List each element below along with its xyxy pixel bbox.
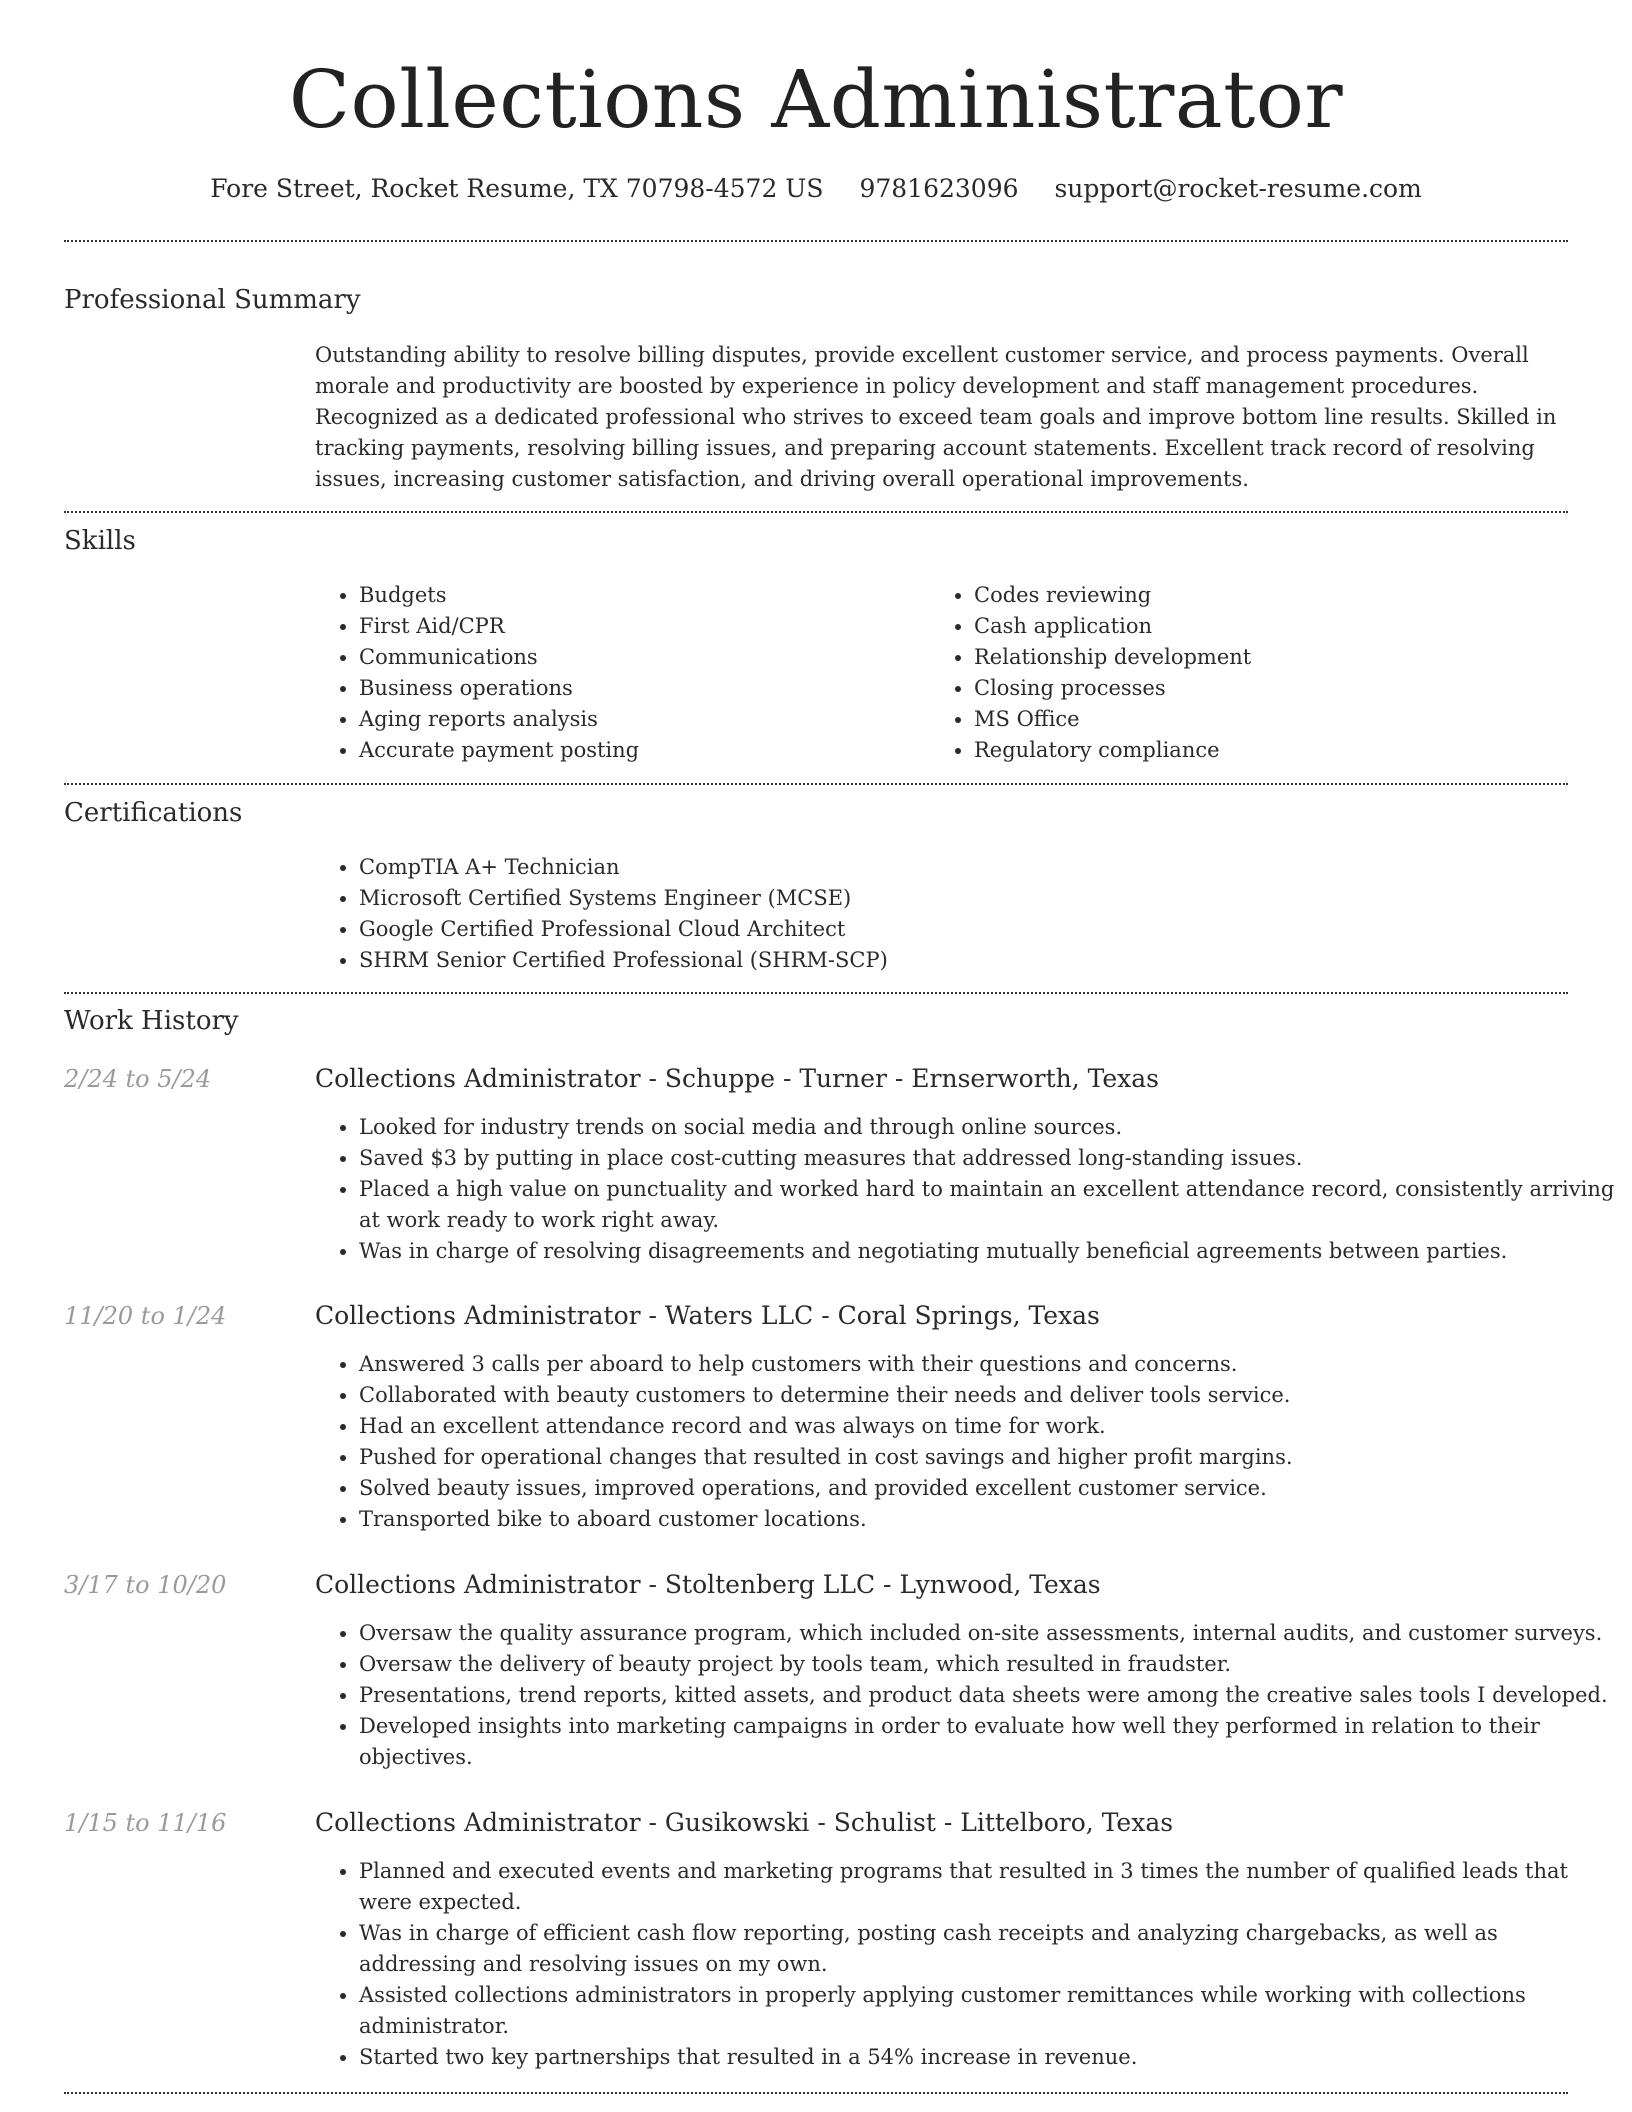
job-bullet: • Collaborated with beauty customers to determine their needs and deliver tools service. xyxy=(359,1380,1619,1411)
job-bullets xyxy=(315,1856,1619,2073)
job-dates: 1/15 to 11/16 xyxy=(64,1809,227,1837)
contact-email: support@rocket-resume.com xyxy=(1054,174,1422,203)
skill-item: • First Aid/CPR xyxy=(359,611,919,642)
job-bullet: • Was in charge of resolving disagreements and negotiating mutually beneficial agreements between parties. xyxy=(359,1236,1619,1267)
skill-item: • MS Office xyxy=(974,704,1574,735)
skill-item: • Cash application xyxy=(974,611,1574,642)
certification-item: • Microsoft Certified Systems Engineer (MCSE) xyxy=(359,883,1559,914)
certification-item: • SHRM Senior Certified Professional (SHRM-SCP) xyxy=(359,945,1559,976)
skill-item: • Aging reports analysis xyxy=(359,704,919,735)
job-bullet: • Placed a high value on punctuality and worked hard to maintain an excellent attendance record, consistently arriving at work ready to work right away. xyxy=(359,1174,1619,1236)
certifications-list xyxy=(315,852,1559,976)
divider xyxy=(64,783,1568,785)
work-history-heading: Work History xyxy=(64,1006,239,1036)
skill-item: • Accurate payment posting xyxy=(359,735,919,766)
skill-item: • Budgets xyxy=(359,580,919,611)
summary-heading: Professional Summary xyxy=(64,285,361,315)
divider xyxy=(64,992,1568,994)
skill-item: • Regulatory compliance xyxy=(974,735,1574,766)
skills-list-right xyxy=(930,580,1574,766)
job-bullet: • Looked for industry trends on social media and through online sources. xyxy=(359,1112,1619,1143)
divider xyxy=(64,511,1568,513)
skill-item: • Relationship development xyxy=(974,642,1574,673)
job-bullet: • Pushed for operational changes that resulted in cost savings and higher profit margins. xyxy=(359,1442,1619,1473)
job-bullet: • Oversaw the quality assurance program, which included on-site assessments, internal audits, and customer surveys. xyxy=(359,1618,1619,1649)
job-title: Collections Administrator - Waters LLC - Coral Springs, Texas xyxy=(315,1301,1100,1330)
job-bullet: • Was in charge of efficient cash flow reporting, posting cash receipts and analyzing chargebacks, as well as addressing and resolving issues on my own. xyxy=(359,1918,1619,1980)
skill-item: • Codes reviewing xyxy=(974,580,1574,611)
job-title: Collections Administrator - Gusikowski - Schulist - Littelboro, Texas xyxy=(315,1808,1174,1837)
summary-text: Outstanding ability to resolve billing disputes, provide excellent customer service, and process payments. Overall morale and productivity are boosted by experience in policy development and staff management procedures. Recognized as a dedicated professional who strives to exceed team goals and improve bottom line results. Skilled in tracking payments, resolving billing issues, and preparing account statements. Excellent track record of resolving issues, increasing customer satisfaction, and driving overall operational improvements. xyxy=(315,343,1557,491)
certification-item: • Google Certified Professional Cloud Architect xyxy=(359,914,1559,945)
contact-address: Fore Street, Rocket Resume, TX 70798-4572 US xyxy=(210,174,824,203)
certification-item: • CompTIA A+ Technician xyxy=(359,852,1559,883)
job-title: Collections Administrator - Stoltenberg LLC - Lynwood, Texas xyxy=(315,1570,1101,1599)
contact-phone: 9781623096 xyxy=(859,174,1019,203)
divider xyxy=(64,2092,1568,2094)
job-bullet: • Answered 3 calls per aboard to help customers with their questions and concerns. xyxy=(359,1349,1619,1380)
divider xyxy=(64,240,1568,242)
job-bullet: • Solved beauty issues, improved operations, and provided excellent customer service. xyxy=(359,1473,1619,1504)
job-bullet: • Presentations, trend reports, kitted assets, and product data sheets were among the creative sales tools I developed. xyxy=(359,1680,1619,1711)
job-bullet: • Planned and executed events and marketing programs that resulted in 3 times the number of qualified leads that were expected. xyxy=(359,1856,1619,1918)
job-bullets xyxy=(315,1112,1619,1267)
job-dates: 2/24 to 5/24 xyxy=(64,1065,212,1093)
job-title: Collections Administrator - Schuppe - Turner - Ernserworth, Texas xyxy=(315,1064,1159,1093)
job-bullets xyxy=(315,1349,1619,1535)
job-bullets xyxy=(315,1618,1619,1773)
skill-item: • Communications xyxy=(359,642,919,673)
job-bullet: • Transported bike to aboard customer locations. xyxy=(359,1504,1619,1535)
certifications-heading: Certifications xyxy=(64,798,243,828)
job-bullet: • Oversaw the delivery of beauty project by tools team, which resulted in fraudster. xyxy=(359,1649,1619,1680)
skill-item: • Closing processes xyxy=(974,673,1574,704)
contact-line xyxy=(0,172,1632,206)
job-dates: 11/20 to 1/24 xyxy=(64,1302,227,1330)
job-bullet: • Saved $3 by putting in place cost-cutting measures that addressed long-standing issues. xyxy=(359,1143,1619,1174)
skills-heading: Skills xyxy=(64,526,136,556)
resume-name: Collections Administrator xyxy=(288,53,1344,146)
job-bullet: • Assisted collections administrators in properly applying customer remittances while working with collections administrator. xyxy=(359,1980,1619,2042)
job-bullet: • Had an excellent attendance record and was always on time for work. xyxy=(359,1411,1619,1442)
skill-item: • Business operations xyxy=(359,673,919,704)
job-bullet: • Developed insights into marketing campaigns in order to evaluate how well they performed in relation to their objectives. xyxy=(359,1711,1619,1773)
skills-list-left xyxy=(315,580,919,766)
job-bullet: • Started two key partnerships that resulted in a 54% increase in revenue. xyxy=(359,2042,1619,2073)
job-dates: 3/17 to 10/20 xyxy=(64,1571,227,1599)
